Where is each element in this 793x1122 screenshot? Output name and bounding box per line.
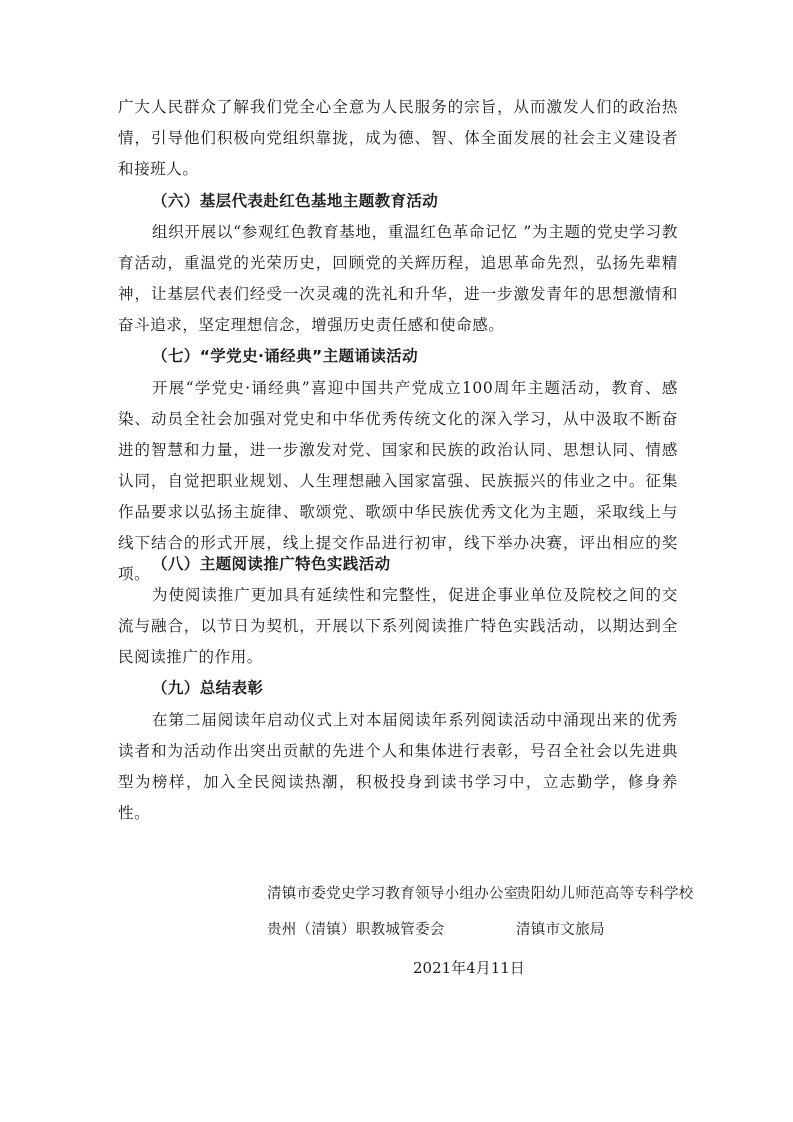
section-heading-9: （九）总结表彰 [152, 679, 264, 697]
paragraph-continued: 广大人民群众了解我们党全心全意为人民服务的宗旨，从而激发人们的政治热情，引导他们积极向党组织靠拢，成为德、智、体全面发展的社会主义建设者和接班人。 [118, 98, 678, 178]
section-paragraph-6: 组织开展以“参观红色教育基地，重温红色革命记忆 ”为主题的党史学习教育活动，重温党的光荣历史，回顾党的关辉历程，追思革命先烈，弘扬先辈精神，让基层代表们经受一次灵魂的洗礼和升华，进一步激发青年的思想激情和奋斗追求，坚定理想信念，增强历史责任感和使命感。 [118, 223, 678, 334]
section-paragraph-8: 为使阅读推广更加具有延续性和完整性，促进企事业单位及院校之间的交流与融合，以节日为契机，开展以下系列阅读推广特色实践活动，以期达到全民阅读推广的作用。 [118, 586, 678, 666]
signature-org-vocational-city: 贵州（清镇）职教城管委会 [267, 922, 445, 938]
signature-org-culture-tourism-bureau: 清镇市文旅局 [516, 922, 605, 938]
section-heading-6: （六）基层代表赴红色基地主题教育活动 [152, 192, 439, 210]
document-date: 2021年4月11日 [413, 959, 525, 977]
section-heading-7: （七）“学党史·诵经典”主题诵读活动 [152, 347, 418, 365]
section-heading-8: （八）主题阅读推广特色实践活动 [152, 555, 391, 573]
section-paragraph-7: 开展“学党史·诵经典”喜迎中国共产党成立100周年主题活动，教育、感染、动员全社会加强对党史和中华优秀传统文化的深入学习，从中汲取不断奋进的智慧和力量，进一步激发对党、国家和民族的政治认同、思想认同、情感认同，自觉把职业规划、人生理想融入国家富强、民族振兴的伟业之中。征集作品要求以弘扬主旋律、歌颂党、歌颂中华民族优秀文化为主题，采取线上与线下结合的形式开展，线上提交作品进行初审，线下举办决赛，评出相应的奖项。 [118, 379, 678, 583]
signature-org-preschool-college: 贵阳幼儿师范高等专科学校 [516, 886, 694, 902]
signature-org-party-history-office: 清镇市委党史学习教育领导小组办公室 [267, 886, 519, 902]
section-paragraph-9: 在第二届阅读年启动仪式上对本届阅读年系列阅读活动中涌现出来的优秀读者和为活动作出突出贡献的先进个人和集体进行表彰，号召全社会以先进典型为榜样，加入全民阅读热潮，积极投身到读书学习中，立志勤学，修身养性。 [118, 711, 678, 822]
